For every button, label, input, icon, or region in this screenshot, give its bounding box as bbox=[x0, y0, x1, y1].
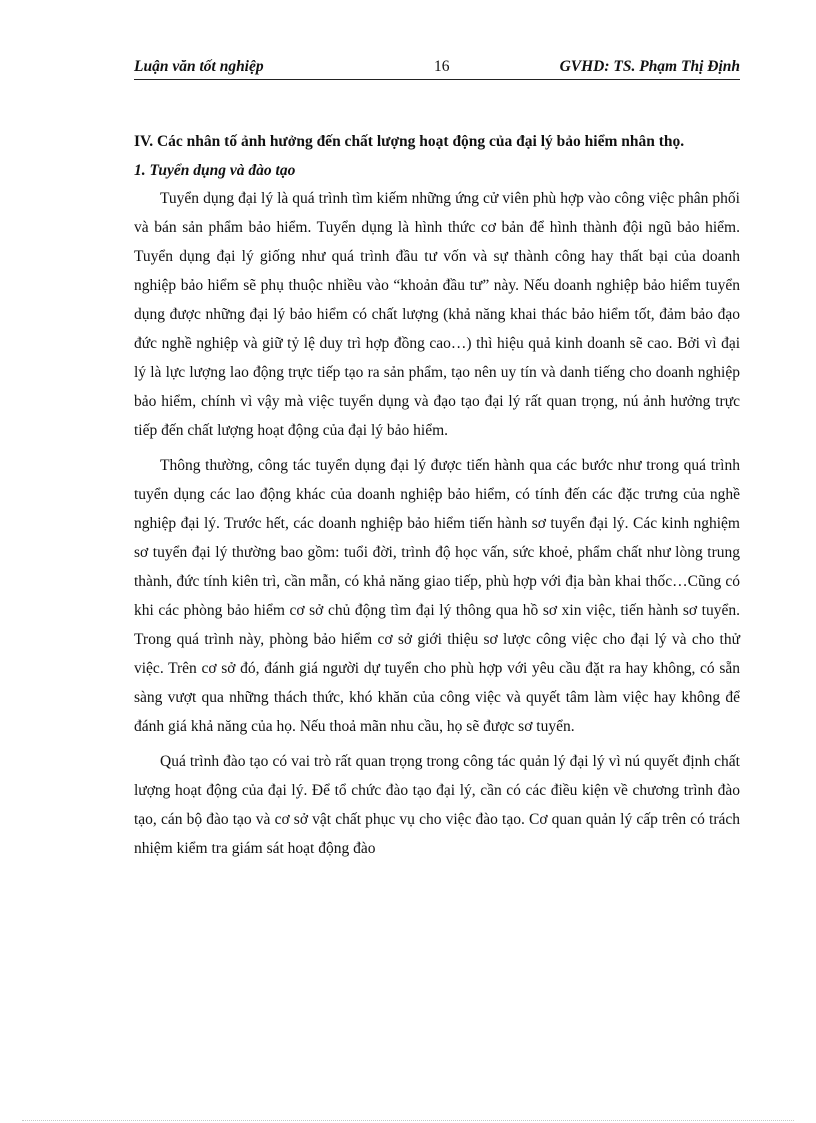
paragraph-recruitment-process: Thông thường, công tác tuyển dụng đại lý được tiến hành qua các bước như trong quá trình tuyển dụng các lao động khác của doanh nghiệp bảo hiểm, có tính đến các đặc trưng của nghề nghiệp đại lý. Trước hết, các doanh nghiệp bảo hiểm tiến hành sơ tuyển đại lý. Các kinh nghiệm sơ tuyển đại lý thường bao gồm: tuổi đời, trình độ học vấn, sức khoẻ, phẩm chất như lòng trung thành, đức tính kiên trì, cần mẫn, có khả năng giao tiếp, phù hợp với địa bàn khai thốc…Cũng có khi các phòng bảo hiểm cơ sở chủ động tìm đại lý thông qua hồ sơ xin việc, tiến hành sơ tuyển. Trong quá trình này, phòng bảo hiểm cơ sở giới thiệu sơ lược công việc cho đại lý và cho thử việc. Trên cơ sở đó, đánh giá người dự tuyển cho phù hợp với yêu cầu đặt ra hay không, có sẵn sàng vượt qua những thách thức, khó khăn của công việc và quyết tâm làm việc hay không để đánh giá khả năng của họ. Nếu thoả mãn nhu cầu, họ sẽ được sơ tuyển. bbox=[134, 457, 740, 735]
supervisor-label: GVHD: TS. Phạm Thị Định bbox=[559, 58, 740, 75]
section-title: IV. Các nhân tố ảnh hưởng đến chất lượng hoạt động của đại lý bảo hiểm nhân thọ. bbox=[134, 133, 685, 150]
thesis-label: Luận văn tốt nghiệp bbox=[134, 58, 264, 75]
header-divider bbox=[134, 79, 740, 80]
paragraph-recruitment: Tuyển dụng đại lý là quá trình tìm kiếm những ứng cử viên phù hợp vào công việc phân phối và bán sản phẩm bảo hiểm. Tuyển dụng là hình thức cơ bản để hình thành đội ngũ bảo hiểm. Tuyển dụng đại lý giống như quá trình đầu tư vốn và sự thành công hay thất bại của doanh nghiệp bảo hiểm sẽ phụ thuộc nhiều vào “khoản đầu tư” này. Nếu doanh nghiệp bảo hiểm tuyển dụng được những đại lý bảo hiểm có chất lượng (khả năng khai thác bảo hiểm tốt, đảm bảo đạo đức nghề nghiệp và giữ tỷ lệ duy trì hợp đồng cao…) thì hiệu quả kinh doanh sẽ cao. Bởi vì đại lý là lực lượng lao động trực tiếp tạo ra sản phẩm, tạo nên uy tín và danh tiếng cho doanh nghiệp bảo hiểm, chính vì vậy mà việc tuyển dụng và đạo tạo đại lý rất quan trọng, nú ảnh hưởng trực tiếp đến chất lượng hoạt động của đại lý bảo hiểm. bbox=[134, 190, 740, 439]
paragraph-training: Quá trình đào tạo có vai trò rất quan trọng trong công tác quản lý đại lý vì nú quyết định chất lượng hoạt động của đại lý. Để tổ chức đào tạo đại lý, cần có các điều kiện về chương trình đào tạo, cán bộ đào tạo và cơ sở vật chất phục vụ cho việc đào tạo. Cơ quan quản lý cấp trên có trách nhiệm kiểm tra giám sát hoạt động đào bbox=[134, 753, 740, 857]
page-body bbox=[134, 128, 740, 869]
page-number: 16 bbox=[434, 58, 450, 75]
page-bottom-divider bbox=[22, 1120, 794, 1121]
subsection-title: 1. Tuyển dụng và đào tạo bbox=[134, 162, 296, 179]
page-header bbox=[134, 58, 740, 80]
